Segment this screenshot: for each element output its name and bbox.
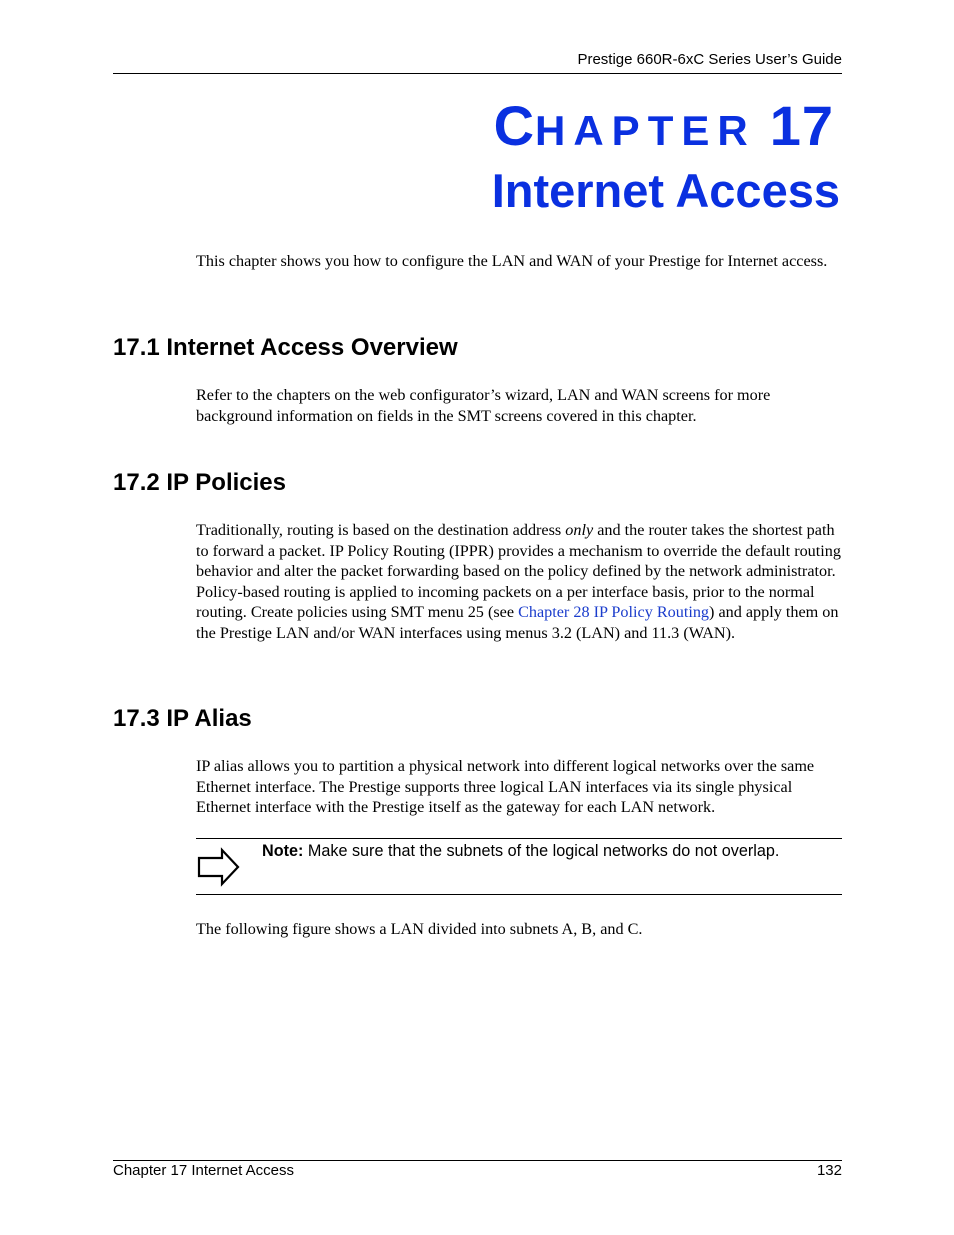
section-body-17-2 [196,520,846,643]
chapter-28-link[interactable]: Chapter 28 IP Policy Routing [518,603,710,621]
guide-title: Prestige 660R-6xC Series User’s Guide [577,51,842,68]
section-heading-17-3: 17.3 IP Alias [113,705,252,732]
section-body-17-1: Refer to the chapters on the web configurator’s wizard, LAN and WAN screens for more background information on fields in the SMT screens covered in this chapter. [196,386,771,425]
section-heading-17-2: 17.2 IP Policies [113,469,287,496]
note-bottom-rule [196,894,842,895]
note-label: Note: [262,842,304,860]
body-text: and the router takes the shortest path to forward a packet. IP Policy Routing (IPPR) provides a mechanism to override the default routing behavior and alter the packet forwarding based on the policy defined by the network administrator. Policy-based routing is applied to incoming packets on a per interface basis, prior to the normal routing. Create policies using SMT menu 25 (see [196,521,841,621]
note-text [262,842,779,861]
section-body-17-3: IP alias allows you to partition a physical network into different logical networks over the same Ethernet interface. The Prestige supports three logical LAN interfaces via its single physical Ethernet interface with the Prestige itself as the gateway for each LAN network. [196,757,815,816]
chapter-label-rest: HAPTER [535,107,756,154]
arrow-right-icon [196,846,242,888]
footer-chapter-ref: Chapter 17 Internet Access [113,1162,294,1179]
footer-rule [113,1160,842,1161]
chapter-number: 17 [769,94,834,157]
header-rule [113,73,842,74]
page-number: 132 [816,1162,842,1179]
emphasis-text: only [565,521,594,539]
body-text: ) and apply them on the Prestige LAN and/or WAN interfaces using menus 3.2 (LAN) and 11.3 (WAN). [196,603,839,642]
chapter-title: Internet Access [491,164,840,217]
note-top-rule [196,838,842,839]
section-heading-17-1: 17.1 Internet Access Overview [113,334,458,361]
intro-paragraph: This chapter shows you how to configure the LAN and WAN of your Prestige for Internet access. [196,252,828,270]
note-message: Make sure that the subnets of the logical networks do not overlap. [303,842,780,860]
chapter-label [493,94,834,157]
body-text: Traditionally, routing is based on the destination address [196,521,566,539]
chapter-label-first: C [493,94,536,157]
figure-intro: The following figure shows a LAN divided into subnets A, B, and C. [196,920,643,938]
